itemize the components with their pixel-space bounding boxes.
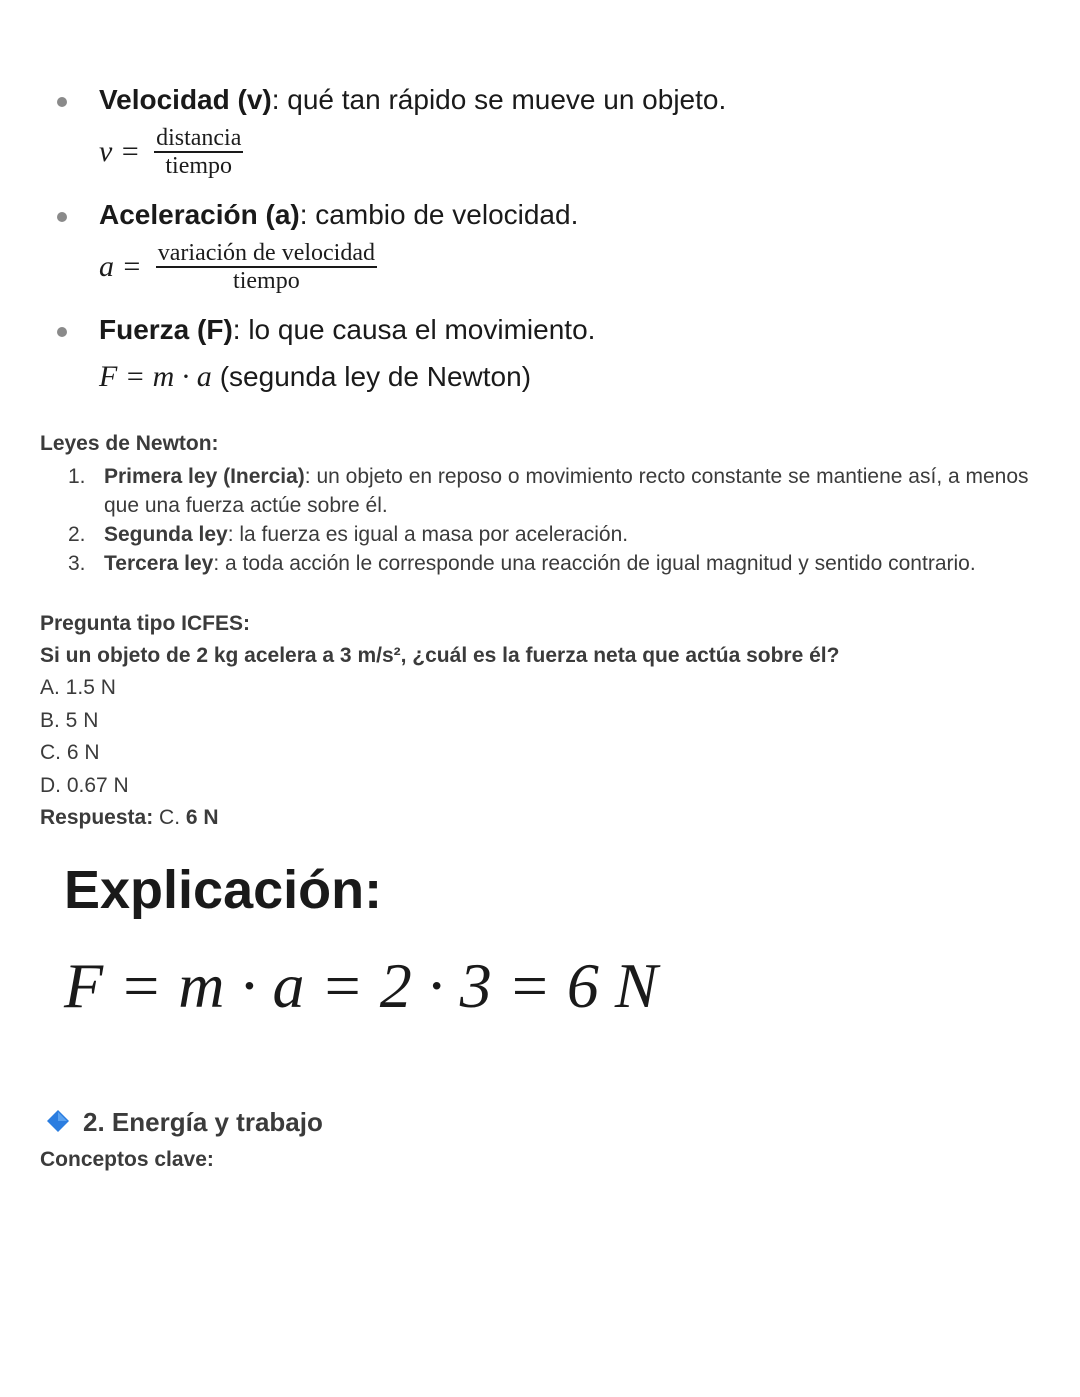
explanation-title: Explicación: (64, 860, 383, 920)
bullet-dot (57, 97, 67, 107)
bullet-fuerza (99, 313, 595, 347)
law-title: Segunda ley (104, 523, 228, 546)
formula-expression: F = m · a (99, 360, 212, 393)
fraction-denominator: tiempo (165, 153, 233, 179)
answer-value: 6 N (185, 806, 219, 829)
law-number: 2. (68, 523, 86, 546)
law-text: : un objeto en reposo o movimiento recto constante se mantiene así, a menos que una fuerza actúe sobre él. (104, 465, 1029, 517)
formula-velocidad (99, 126, 243, 178)
fraction-denominator: tiempo (233, 268, 300, 294)
option-c: C. 6 N (40, 741, 100, 764)
fraction (154, 126, 243, 178)
law-text: : la fuerza es igual a masa por aceleración. (227, 523, 629, 546)
law-item (68, 549, 1058, 578)
bullet-dot (57, 212, 67, 222)
law-number: 1. (68, 465, 86, 488)
formula-lhs: v = (99, 135, 141, 168)
law-number: 3. (68, 552, 86, 575)
question-prompt: Si un objeto de 2 kg acelera a 3 m/s², ¿cuál es la fuerza neta que actúa sobre él? (40, 644, 840, 667)
law-item (68, 520, 1058, 549)
answer-label: Respuesta: (40, 806, 154, 829)
section-subheading: Conceptos clave: (40, 1148, 214, 1171)
law-text: : a toda acción le corresponde una reacción de igual magnitud y sentido contrario. (213, 552, 976, 575)
bullet-velocidad (99, 83, 726, 117)
option-a: A. 1.5 N (40, 676, 116, 699)
newton-heading: Leyes de Newton: (40, 432, 219, 455)
question-heading: Pregunta tipo ICFES: (40, 612, 250, 635)
formula-fuerza (99, 360, 531, 394)
option-d: D. 0.67 N (40, 774, 129, 797)
explanation-formula: F = m · a = 2 · 3 = 6 N (64, 950, 658, 1021)
bullet-dot (57, 327, 67, 337)
term-fuerza: Fuerza (F) (99, 314, 233, 345)
desc-fuerza: : lo que causa el movimiento. (232, 314, 596, 345)
desc-aceleracion: : cambio de velocidad. (299, 199, 579, 230)
formula-aceleracion (99, 241, 377, 293)
term-aceleracion: Aceleración (a) (99, 199, 300, 230)
law-title: Primera ley (Inercia) (104, 465, 305, 488)
term-velocidad: Velocidad (v) (99, 84, 272, 115)
option-b: B. 5 N (40, 709, 99, 732)
law-item (68, 462, 1058, 520)
answer-prefix: C. (159, 806, 181, 829)
law-title: Tercera ley (104, 552, 214, 575)
bullet-aceleracion (99, 198, 578, 232)
fraction-numerator: variación de velocidad (157, 240, 375, 266)
blue-diamond-icon (47, 1110, 69, 1132)
section-title: 2. Energía y trabajo (83, 1107, 323, 1137)
answer-line (40, 804, 219, 832)
formula-note: (segunda ley de Newton) (219, 361, 532, 392)
fraction-numerator: distancia (156, 125, 242, 151)
formula-lhs: a = (99, 250, 142, 283)
desc-velocidad: : qué tan rápido se mueve un objeto. (271, 84, 727, 115)
fraction (156, 241, 377, 293)
